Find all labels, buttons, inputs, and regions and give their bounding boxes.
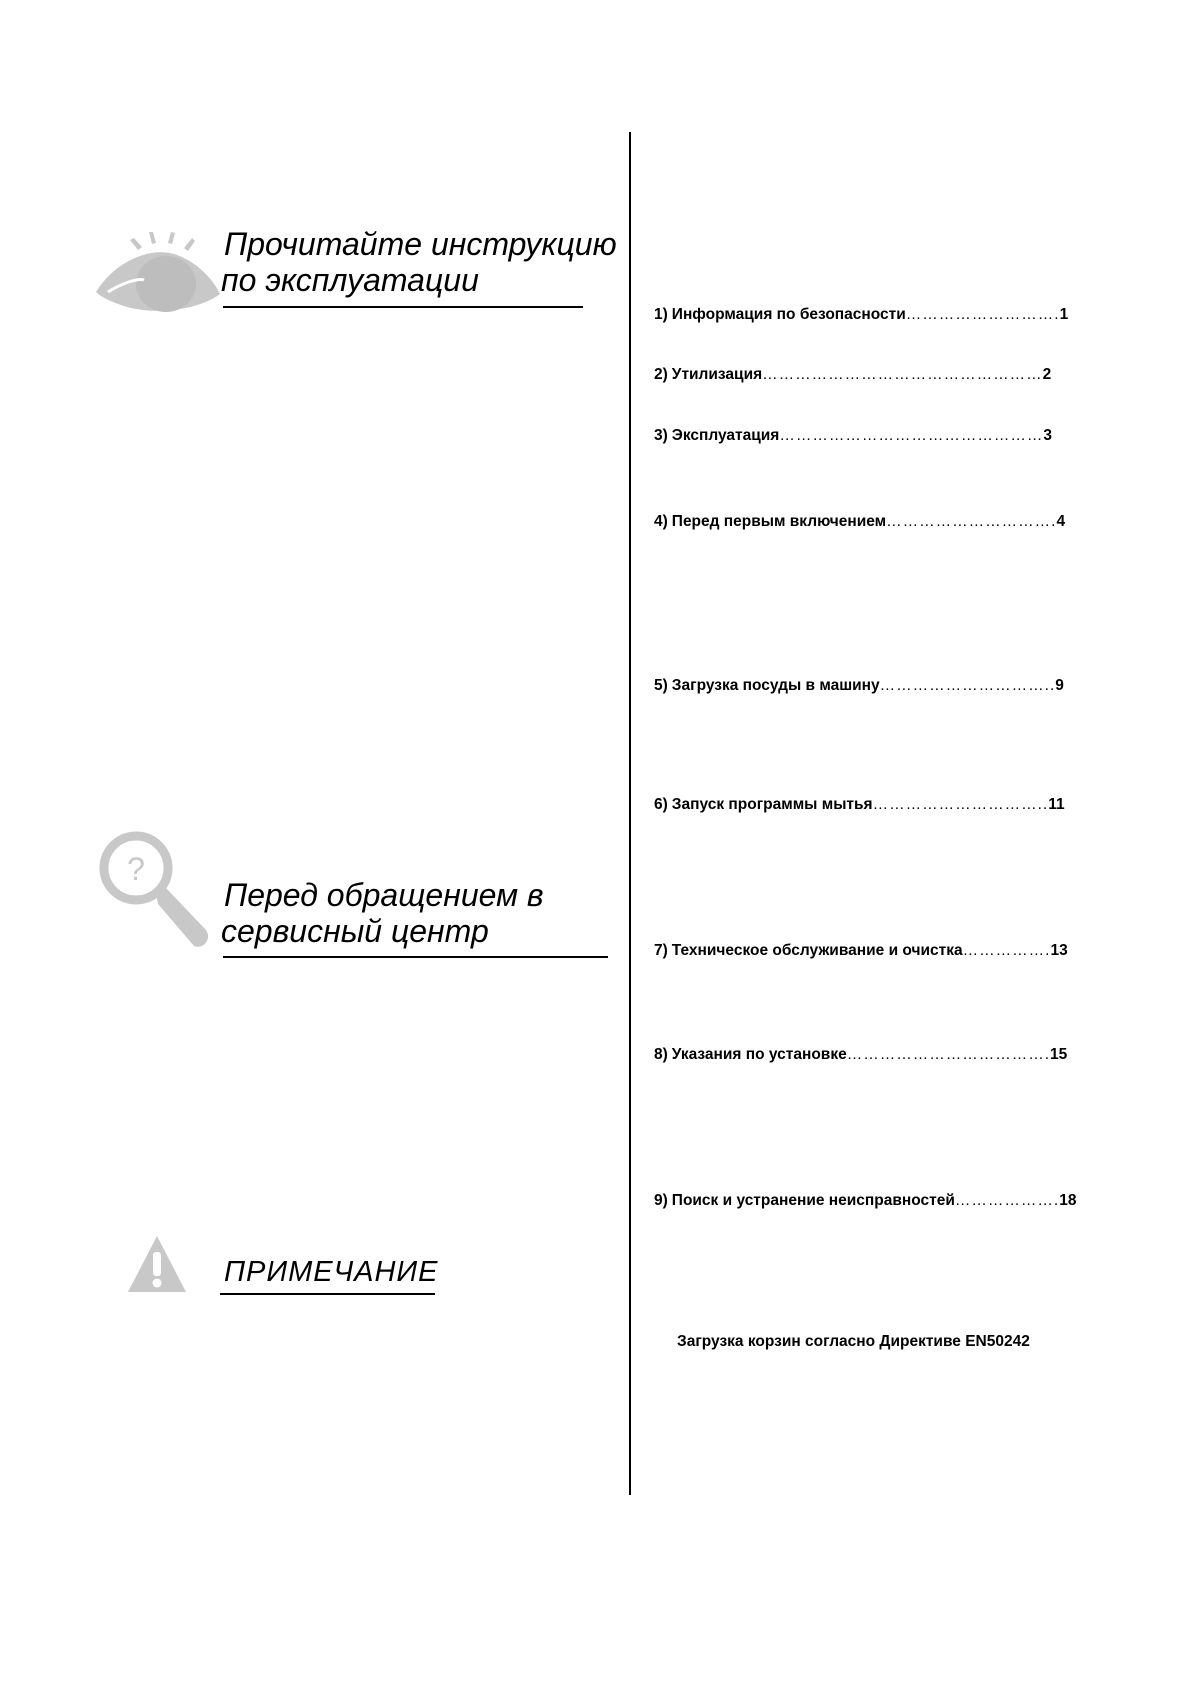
toc-item-leader: ……………. bbox=[962, 942, 1051, 959]
toc-item-leader: …………………………. bbox=[886, 513, 1057, 530]
toc-item-title: Эксплуатация bbox=[671, 427, 780, 444]
toc-item-number: 6) bbox=[654, 796, 668, 813]
toc-item-number: 9) bbox=[654, 1192, 668, 1209]
toc-item-number: 7) bbox=[654, 942, 668, 959]
heading-before-service bbox=[221, 877, 544, 949]
toc-item-page: 2 bbox=[1042, 366, 1052, 383]
toc-item[interactable] bbox=[654, 365, 1051, 385]
toc-item-page: 3 bbox=[1043, 427, 1052, 444]
toc-item-page: 13 bbox=[1050, 942, 1068, 959]
column-divider bbox=[629, 132, 631, 1495]
warning-triangle-icon bbox=[126, 1234, 188, 1294]
toc-item[interactable] bbox=[654, 512, 1065, 532]
svg-text:?: ? bbox=[127, 851, 145, 887]
toc-item-number: 8) bbox=[654, 1046, 668, 1063]
heading-read-instructions-line2: по эксплуатации bbox=[221, 262, 479, 298]
toc-item[interactable] bbox=[654, 1191, 1076, 1211]
toc-item[interactable] bbox=[654, 941, 1068, 961]
toc-item-page: 18 bbox=[1059, 1192, 1077, 1209]
toc-item[interactable] bbox=[654, 426, 1052, 446]
eye-icon bbox=[94, 232, 224, 312]
toc-item-number: 5) bbox=[654, 677, 668, 694]
toc-item-number: 4) bbox=[654, 513, 668, 530]
heading-note bbox=[224, 1254, 439, 1290]
toc-item[interactable] bbox=[654, 305, 1068, 325]
toc-item-number: 1) bbox=[654, 306, 668, 323]
heading-read-instructions bbox=[221, 226, 617, 298]
toc-item[interactable] bbox=[654, 795, 1065, 815]
toc-item-title: Утилизация bbox=[671, 366, 763, 383]
toc-item-page: 4 bbox=[1056, 513, 1066, 530]
magnifier-question-icon bbox=[98, 830, 213, 955]
heading-read-instructions-line1: Прочитайте инструкцию bbox=[224, 226, 617, 262]
toc-item-title: Загрузка посуды в машину bbox=[671, 677, 880, 694]
heading-note-underline bbox=[220, 1293, 435, 1295]
heading-read-instructions-underline bbox=[223, 306, 583, 308]
toc-item-number: 2) bbox=[654, 366, 668, 383]
toc-item-leader: …………………………………………… bbox=[762, 366, 1043, 383]
toc-item-page: 9 bbox=[1055, 677, 1064, 694]
toc-item[interactable] bbox=[654, 1045, 1067, 1065]
toc-item-title: Поиск и устранение неисправностей bbox=[671, 1192, 955, 1209]
heading-note-text: ПРИМЕЧАНИЕ bbox=[224, 1256, 439, 1288]
toc-item-page: 1 bbox=[1059, 306, 1069, 323]
toc-item-title: Перед первым включением bbox=[671, 513, 887, 530]
toc-item-leader: ………………………. bbox=[905, 306, 1060, 323]
toc-item-leader: ………………………….. bbox=[879, 677, 1056, 694]
toc-item-title: Техническое обслуживание и очистка bbox=[671, 942, 963, 959]
toc-item-page: 15 bbox=[1050, 1046, 1068, 1063]
toc-item-title: Запуск программы мытья bbox=[671, 796, 873, 813]
toc-item-title: Указания по установке bbox=[671, 1046, 847, 1063]
toc-item-number: 3) bbox=[654, 427, 668, 444]
toc-item-title: Информация по безопасности bbox=[671, 306, 906, 323]
toc-item-leader: ………………………………………… bbox=[779, 427, 1044, 444]
heading-before-service-line2: сервисный центр bbox=[221, 913, 489, 949]
toc-item-leader: ………………………….. bbox=[872, 796, 1049, 813]
toc-item-leader: ………………. bbox=[954, 1192, 1060, 1209]
heading-before-service-line1: Перед обращением в bbox=[224, 877, 544, 913]
toc-item[interactable] bbox=[654, 676, 1064, 696]
heading-before-service-underline bbox=[223, 956, 608, 958]
toc-item-page: 11 bbox=[1048, 796, 1065, 813]
toc-item-leader: ………………………………. bbox=[846, 1046, 1051, 1063]
toc-baskets-note: Загрузка корзин согласно Директиве EN50242 bbox=[677, 1333, 1030, 1350]
